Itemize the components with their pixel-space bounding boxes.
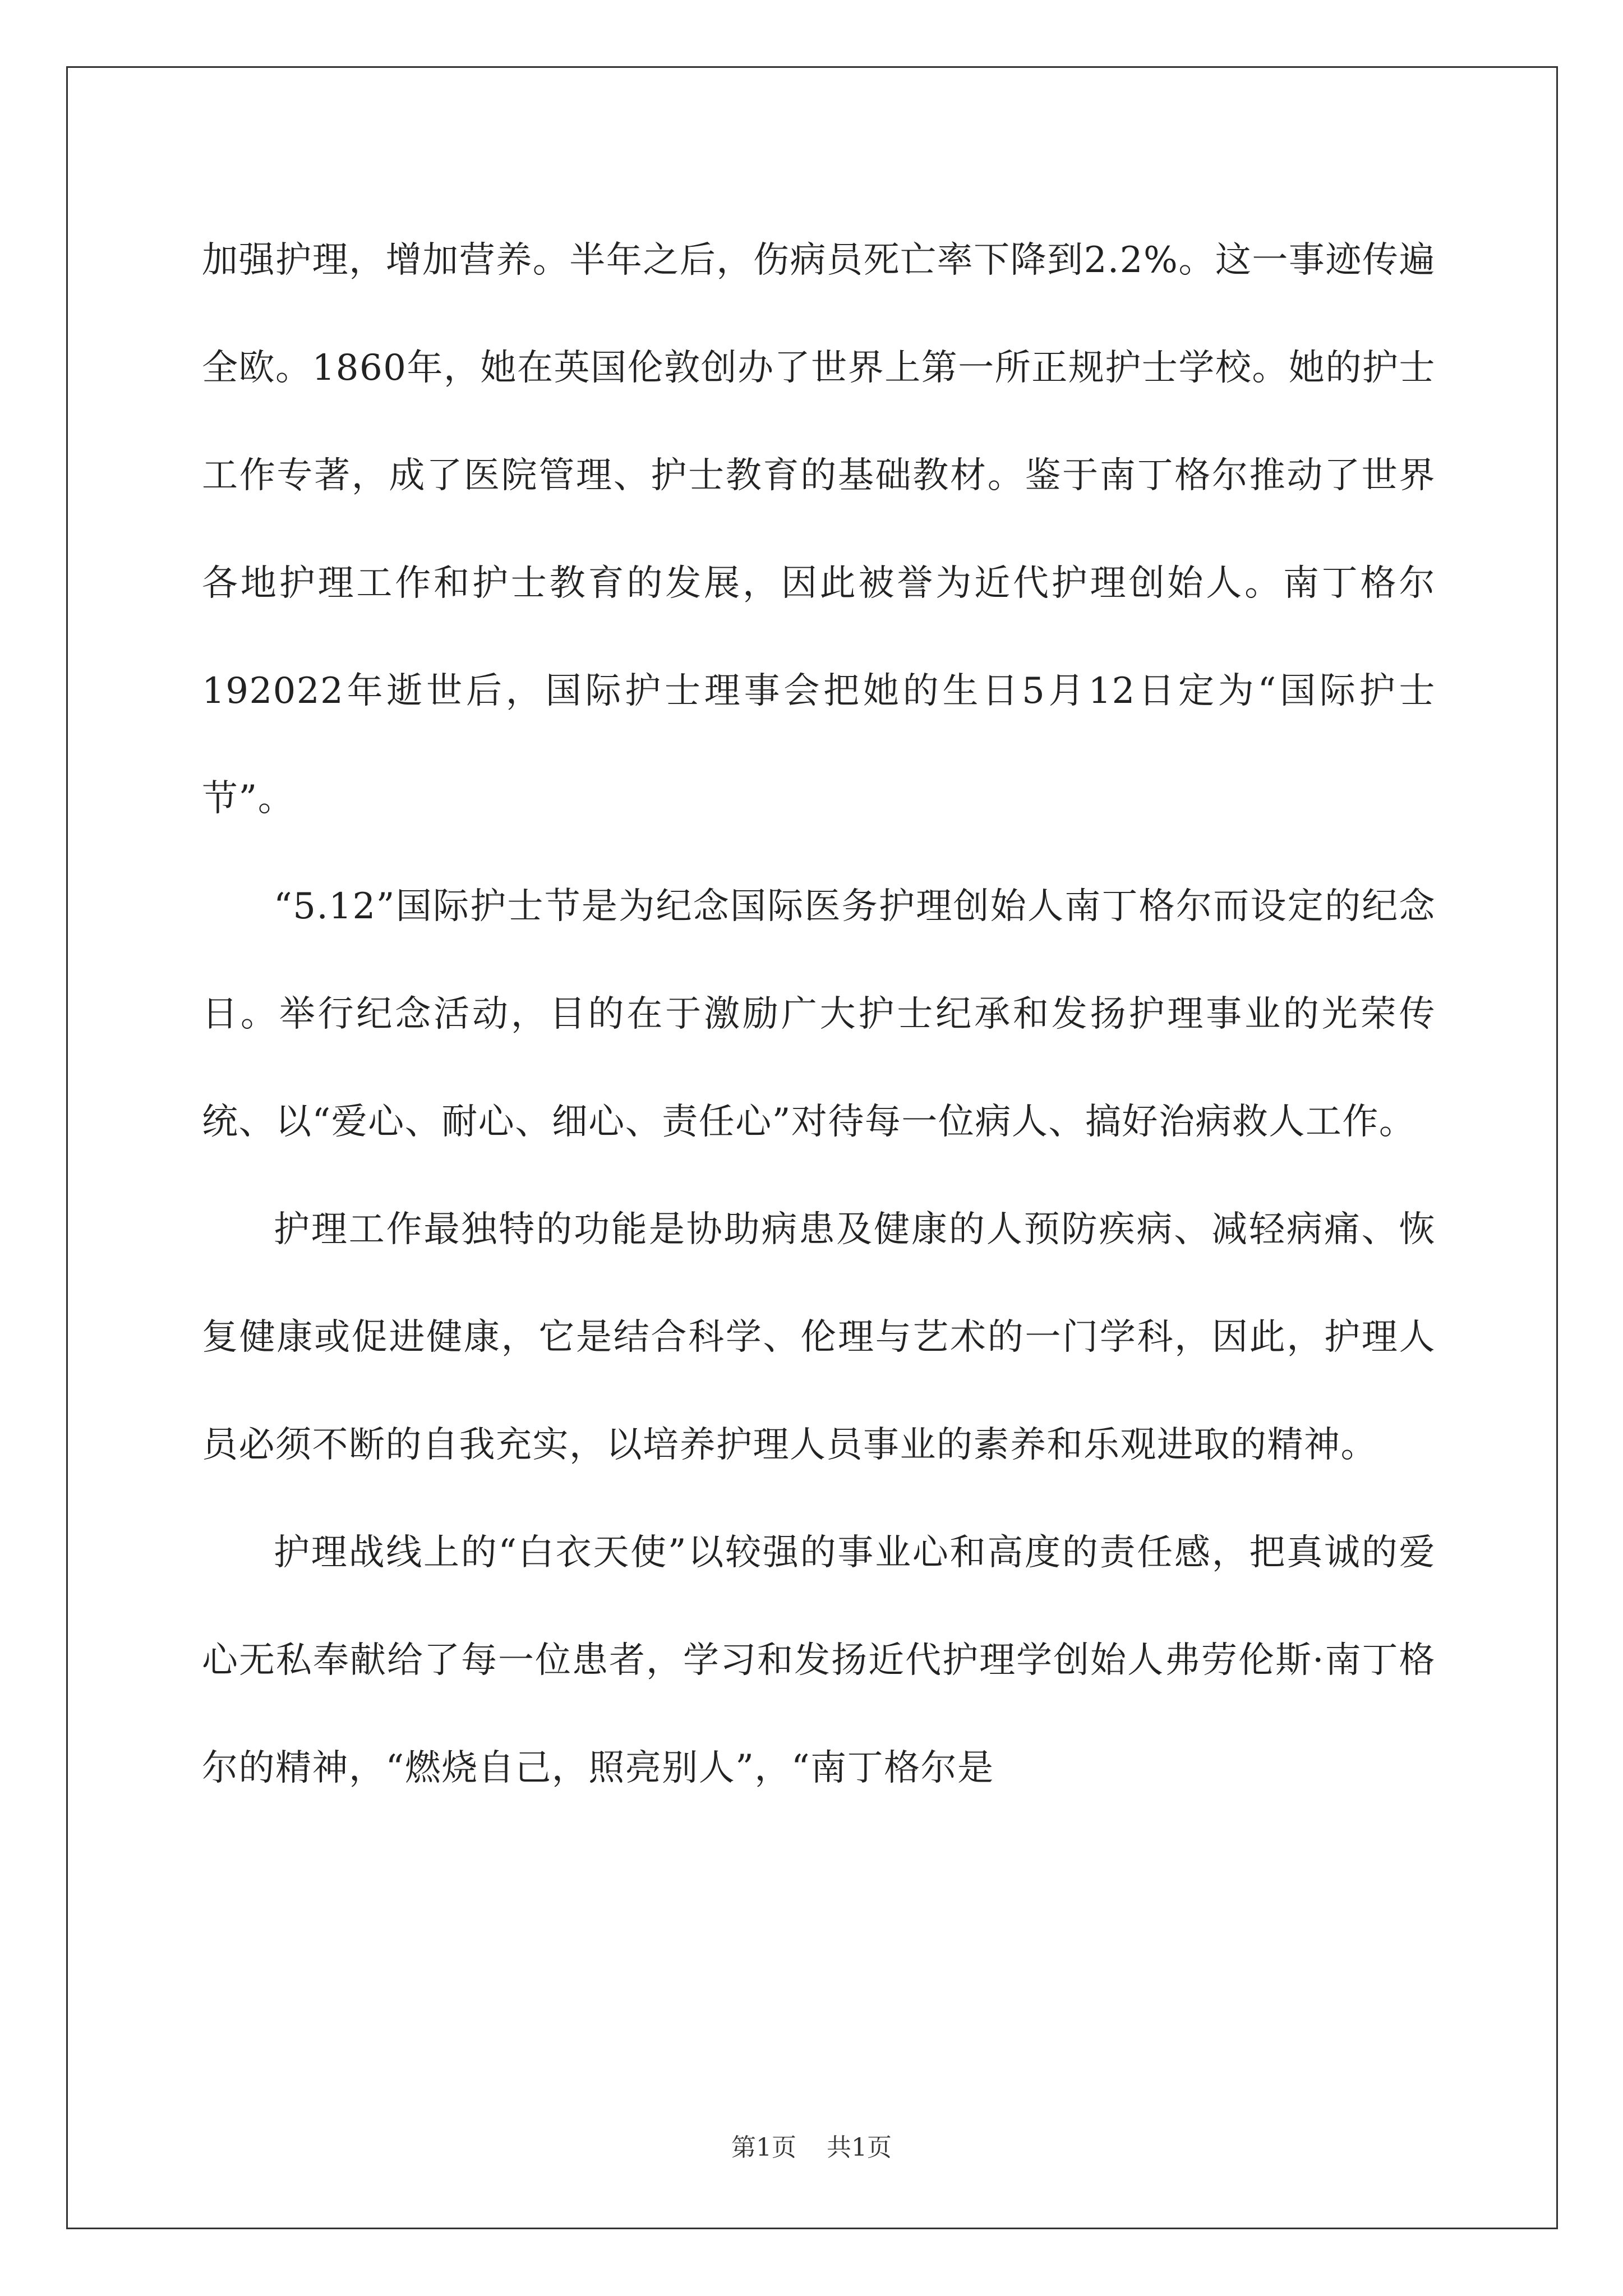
page-total: 共1页	[827, 2133, 892, 2162]
paragraph-1: 加强护理，增加营养。半年之后，伤病员死亡率下降到2.2%。这一事迹传遍全欧。1860年，她在英国伦敦创办了世界上第一所正规护士学校。她的护士工作专著，成了医院管理、护士教育的基础教材。鉴于南丁格尔推动了世界各地护理工作和护士教育的发展，因此被誉为近代护理创始人。南丁格尔192022年逝世后，国际护士理事会把她的生日5月12日定为“国际护士节”。	[202, 240, 1436, 820]
page-footer	[0, 2127, 1623, 2163]
document-body	[202, 206, 1436, 1822]
paragraph-4: 护理战线上的“白衣天使”以较强的事业心和高度的责任感，把真诚的爱心无私奉献给了每一位患者，学习和发扬近代护理学创始人弗劳伦斯·南丁格尔的精神，“燃烧自己，照亮别人”，“南丁格尔是	[202, 1532, 1436, 1789]
page-number: 第1页	[731, 2133, 796, 2162]
paragraph-2: “5.12”国际护士节是为纪念国际医务护理创始人南丁格尔而设定的纪念日。举行纪念活动，目的在于激励广大护士纪承和发扬护理事业的光荣传统、以“爱心、耐心、细心、责任心”对待每一位病人、搞好治病救人工作。	[202, 886, 1436, 1143]
paragraph-3: 护理工作最独特的功能是协助病患及健康的人预防疾病、减轻病痛、恢复健康或促进健康，它是结合科学、伦理与艺术的一门学科，因此，护理人员必须不断的自我充实，以培养护理人员事业的素养和乐观进取的精神。	[202, 1209, 1436, 1466]
